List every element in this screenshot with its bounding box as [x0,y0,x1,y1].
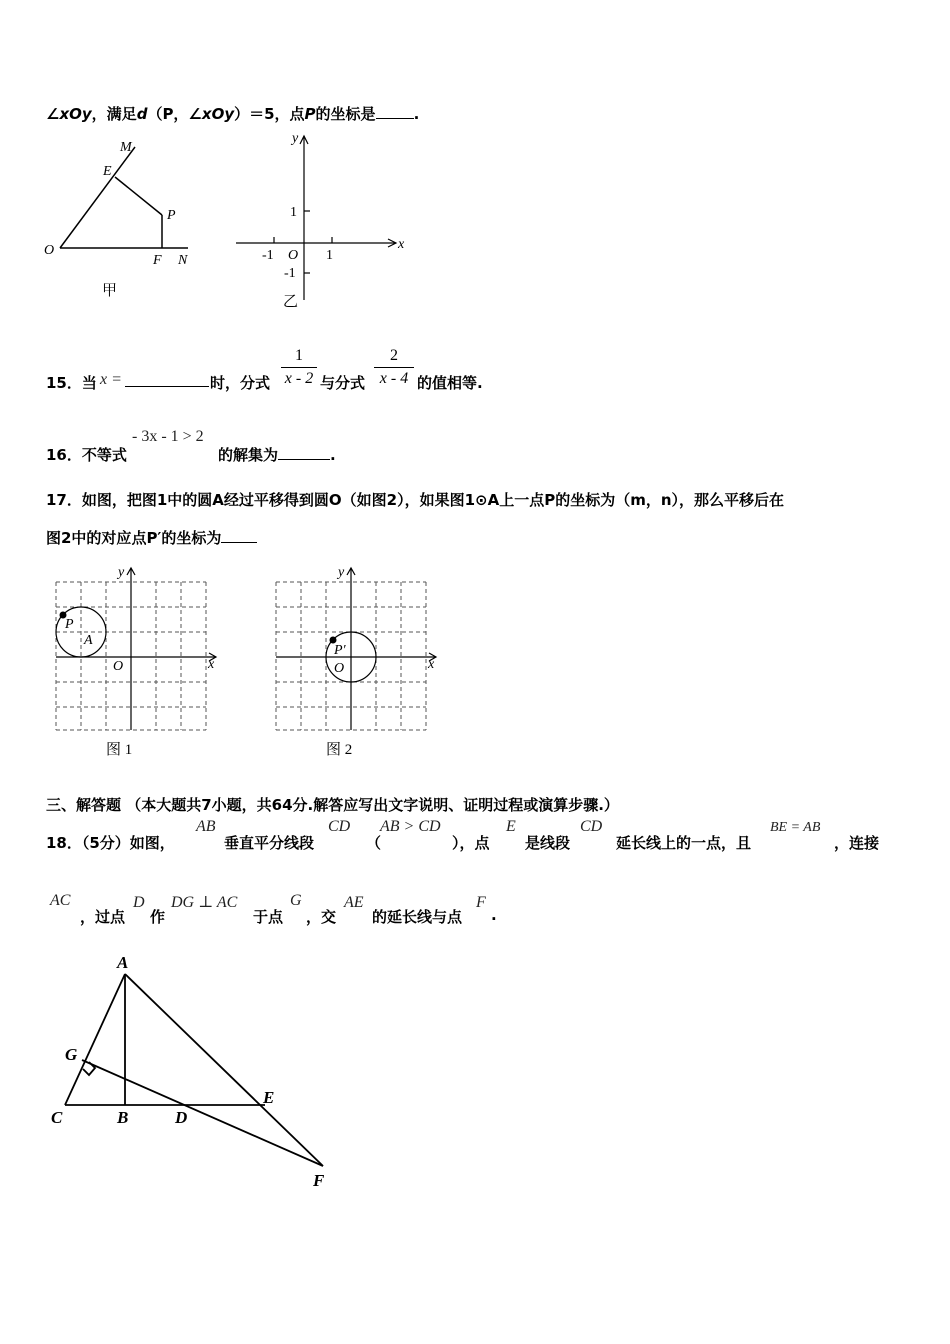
q16-end: 的解集为 . [218,446,336,464]
q18-ab-gt-cd: AB > CD [380,818,441,835]
grid1-a-label: A [84,633,93,648]
q15-blank [125,372,209,391]
yi-tick-1x: 1 [326,248,333,263]
grid2-origin: O [334,661,345,676]
q18-t-through: ，过点 [80,908,126,926]
q18-label-a: A [117,953,129,972]
q17-line1: 17．如图，把图1中的圆A经过平移得到圆O（如图2），如果图1⊙A上一点P的坐标为（m，n），那么平移后在 [46,491,785,509]
jia-label-f: F [153,253,162,268]
section-3-title: 三、解答题 （本大题共7小题，共64分.解答应写出文字说明、证明过程或演算步骤.） [46,796,619,814]
jia-label-n: N [178,253,188,268]
grid-figure-2 [268,562,458,762]
q15-end: 的值相等. [417,374,483,392]
figure-yi [228,128,418,313]
jia-label-p: P [167,208,176,223]
q18-label-b: B [117,1108,129,1127]
q18-label-c: C [51,1108,63,1127]
grid2-caption: 图 2 [326,742,353,758]
q15-var: x = [100,371,122,388]
answer-blank [376,104,414,119]
q18-m-ae: AE [344,894,364,911]
figure-jia [40,135,210,305]
q18-be-ab: BE = AB [770,820,821,835]
yi-caption: 乙 [283,294,299,310]
q18-number: 18．（5分）如图， [46,834,175,852]
q18-t-connect: ，连接 [834,834,880,852]
grid2-p-label: P′ [334,643,346,658]
q18-m-g: G [290,892,302,909]
grid2-y-label: y [338,565,345,580]
q18-m-cd2: CD [580,818,603,835]
q18-t-at: 于点 [253,908,284,926]
q18-m-ac: AC [50,892,71,909]
grid1-origin: O [113,659,124,674]
yi-tick-m1x: -1 [262,248,274,263]
yi-x-label: x [398,237,405,252]
q18-dg-ac: DG ⊥ AC [171,894,238,911]
grid1-y-label: y [118,565,125,580]
jia-caption: 甲 [102,283,118,299]
q18-label-g: G [65,1045,78,1064]
grid-figure-1 [48,562,238,762]
q18-label-f: F [313,1171,325,1190]
q17-line2: 图2中的对应点P′的坐标为 [46,527,257,548]
q18-m-ab: AB [196,818,216,835]
q18-t-perp: 垂直平分线段 [224,834,315,852]
q18-t-ext-line: 的延长线与点 [372,908,463,926]
q18-t-ext: 延长线上的一点，且 [616,834,752,852]
jia-label-m: M [120,140,132,155]
q18-t-meet: ，交 [306,908,337,926]
grid1-p-label: P [65,617,74,632]
q18-paren-close: ），点 [452,834,490,852]
yi-tick-1y: 1 [290,205,297,220]
q15-fraction-1: $\frac{1}{x - 2}$ [281,345,317,390]
q18-m-e: E [506,818,516,835]
jia-label-e: E [103,164,112,179]
q18-m-cd: CD [328,818,351,835]
q16-expr: - 3x - 1 > 2 [132,428,204,445]
q15-number: 15．当 [46,374,97,392]
q18-t-period: . [491,906,497,924]
q18-label-e: E [263,1088,275,1107]
yi-y-label: y [292,131,299,146]
q18-m-f: F [476,894,486,911]
q18-m-d: D [133,894,145,911]
q16-number: 16．不等式 [46,446,127,464]
q15-and: 与分式 [320,374,366,392]
figure-q18 [45,948,345,1198]
q15-fraction-2: $\frac{2}{x - 4}$ [374,345,414,390]
grid1-caption: 图 1 [106,742,133,758]
grid2-x-label: x [428,657,435,672]
yi-tick-m1y: -1 [284,266,296,281]
jia-label-o: O [44,243,55,258]
q15-mid: 时，分式 [210,374,271,392]
q18-label-d: D [175,1108,188,1127]
q14-text: ∠xOy，满足d（P，∠xOy）＝5，点P的坐标是 . [46,105,420,123]
yi-origin: O [288,248,299,263]
grid1-x-label: x [208,657,215,672]
q18-t-make: 作 [150,908,166,926]
q18-paren-open: （ [366,834,382,852]
q18-t-is-seg: 是线段 [525,834,571,852]
